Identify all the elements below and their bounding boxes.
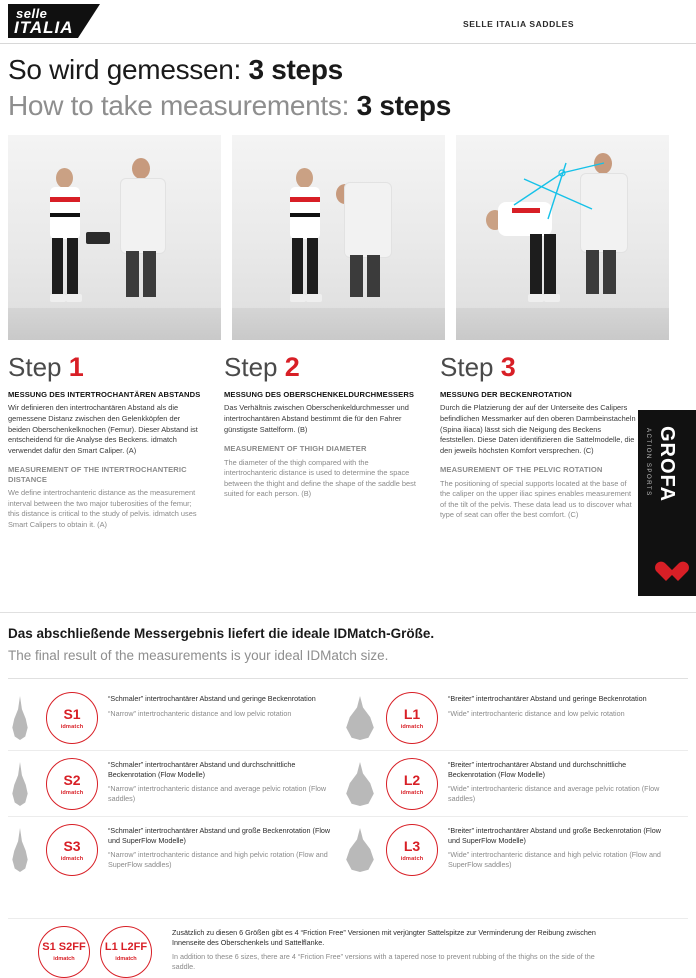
step-1-de-text: Wir definieren den intertrochantären Abstand als die gemessene Distanz zwischen den Gelenkköpfen der beiden Oberschenkelknochen (Femur). Dieser Abstand ist entscheidend für die Analyse des Beckens. idmatch verwendet dafür den Smart Caliper. (A): [8, 403, 198, 455]
lab-coat: [344, 182, 392, 258]
section-divider: [0, 612, 696, 613]
result-lead-german: Das abschließende Messergebnis liefert die ideale IDMatch-Größe.: [8, 626, 435, 641]
head-icon: [132, 158, 150, 179]
saddle-wide-icon: [345, 696, 375, 740]
step-2-heading: [224, 352, 300, 383]
pelvic-rotation-overlay-icon: [508, 157, 608, 227]
step-2-en-heading: MEASUREMENT OF THIGH DIAMETER: [224, 444, 367, 454]
size-badge-l1-l2ff[interactable]: [100, 926, 152, 978]
shoe: [528, 294, 544, 302]
torso: [290, 187, 320, 239]
title-english: [8, 90, 451, 122]
torso: [50, 187, 80, 239]
step-2-en-text: The diameter of the thigh compared with the intertrochanteric distance is used to determine the space between the thight and define the shape of the saddle best suited for each person. (B): [224, 457, 416, 499]
saddle-narrow-icon: [8, 828, 32, 872]
step-3-de-heading: MESSUNG DER BECKENROTATION: [440, 390, 572, 399]
step-1-text-column: [8, 390, 204, 539]
fitter-figure: [112, 158, 178, 318]
size-code: S1: [63, 705, 81, 722]
step-1-en-text: We define intertrochanteric distance as the measurement interval between the two major tuberosities of the femur; this distance is critical to the study of pelvis. idmatch uses Smart Calipers to obtain it. (A): [8, 488, 197, 529]
size-en-text: “Wide” intertrochanteric distance and high pelvic rotation (Flow and SuperFlow saddles): [448, 850, 661, 870]
size-badge-l2[interactable]: [386, 758, 438, 810]
shoe: [544, 294, 560, 302]
size-description-s1: [108, 694, 333, 718]
photo-strip: [8, 135, 688, 340]
grofa-heart-icon: [654, 562, 678, 584]
step-2-number: 2: [284, 352, 300, 382]
leg: [544, 234, 556, 294]
title-english-prefix: How to take measurements:: [8, 90, 357, 121]
leg: [603, 250, 616, 294]
step-3-de-text: Durch die Platzierung der auf der Unterseite des Calipers befindlichen Messmarker auf den oberen Darmbeinstacheln (Spina iliaca) lässt sich die Neigung des Beckens feststellen. Diese Daten identifizieren die Sattelmodelle, die den jeweils höchsten Komfort versprechen. (C): [440, 403, 636, 455]
leg: [143, 251, 156, 297]
step-3-label: Step: [440, 352, 501, 382]
cyclist-figure: [280, 168, 332, 318]
grofa-badge: [638, 410, 696, 596]
step-2-text-column: [224, 390, 420, 509]
sizes-table: [0, 684, 696, 882]
size-de-text: “Breiter” intertrochantärer Abstand und durchschnittliche Beckenrotation (Flow Modelle): [448, 760, 627, 779]
grofa-subtitle: ACTION SPORTS: [645, 428, 653, 497]
result-lead-english: The final result of the measurements is your ideal IDMatch size.: [8, 648, 389, 663]
size-badge-s1[interactable]: [46, 692, 98, 744]
friction-free-row: [0, 918, 696, 976]
idmatch-label: idmatch: [400, 789, 424, 796]
size-code: S2: [63, 771, 81, 788]
table-row: [0, 816, 696, 882]
jersey-stripe: [50, 213, 80, 217]
step-1-number: 1: [68, 352, 84, 382]
step-3-heading: [440, 352, 516, 383]
header-divider: [0, 43, 696, 44]
size-badge-s2[interactable]: [46, 758, 98, 810]
logo-swoosh-icon: [78, 4, 100, 38]
size-code: L3: [403, 837, 421, 854]
saddle-wide-icon: [345, 828, 375, 872]
photo-step-1: [8, 135, 221, 340]
leg: [126, 251, 139, 297]
size-de-text: “Breiter” intertrochantärer Abstand und geringe Beckenrotation: [448, 694, 647, 703]
step-2-label: Step: [224, 352, 285, 382]
size-badge-l3[interactable]: [386, 824, 438, 876]
photo-step-2: [232, 135, 445, 340]
size-en-text: “Narrow” intertrochanteric distance and high pelvic rotation (Flow and SuperFlow saddles): [108, 850, 328, 870]
photo-step-3: [456, 135, 669, 340]
friction-free-description: [172, 928, 612, 972]
selle-italia-logo: [8, 4, 100, 38]
leg: [530, 234, 542, 294]
idmatch-label: idmatch: [53, 956, 75, 962]
leg: [292, 238, 303, 294]
idmatch-label: idmatch: [400, 855, 424, 862]
size-description-s3: [108, 826, 333, 870]
row-divider: [8, 750, 688, 751]
title-german-prefix: So wird gemessen:: [8, 54, 249, 85]
logo-line-1: selle: [16, 6, 48, 21]
lab-coat: [120, 178, 166, 254]
step-1-en-heading: MEASUREMENT OF THE INTERTROCHANTERIC DISTANCE: [8, 465, 187, 484]
step-1-label: Step: [8, 352, 69, 382]
size-badge-l1[interactable]: [386, 692, 438, 744]
leg: [307, 238, 318, 294]
table-row: [0, 750, 696, 816]
size-de-text: “Schmaler” intertrochantärer Abstand und geringe Beckenrotation: [108, 694, 316, 703]
size-description-l2: [448, 760, 673, 804]
step-1-heading: [8, 352, 84, 383]
saddle-wide-icon: [345, 762, 375, 806]
grofa-name: GROFA: [656, 426, 679, 503]
jersey-stripe: [290, 213, 320, 217]
size-description-s2: [108, 760, 333, 804]
idmatch-label: idmatch: [60, 855, 84, 862]
size-code: S3: [63, 837, 81, 854]
idmatch-label: idmatch: [60, 723, 84, 730]
page-header: [0, 0, 696, 44]
step-3-en-text: The positioning of special supports located at the base of the caliper on the upper iliac spines enables measurement of the tilt of the pelvis. These data lead us to discover what type of seat can offer the best comfort. (C): [440, 478, 632, 520]
size-badge-s3[interactable]: [46, 824, 98, 876]
smart-caliper-device: [86, 232, 110, 244]
leg: [67, 238, 78, 294]
step-2-de-heading: MESSUNG DES OBERSCHENKELDURCHMESSERS: [224, 390, 415, 399]
step-1-de-heading: MESSUNG DES INTERTROCHANTÄREN ABSTANDS: [8, 390, 201, 399]
fitter-figure: [332, 158, 402, 318]
step-3-text-column: [440, 390, 636, 530]
leg: [586, 250, 599, 294]
size-en-text: “Narrow” intertrochanteric distance and low pelvic rotation: [108, 708, 292, 718]
size-en-text: “Narrow” intertrochanteric distance and average pelvic rotation (Flow saddles): [108, 784, 327, 804]
head-icon: [56, 168, 73, 188]
size-de-text: “Schmaler” intertrochantärer Abstand und große Beckenrotation (Flow und SuperFlow Modelle): [108, 826, 331, 845]
shoe: [66, 294, 82, 302]
friction-free-de-text: Zusätzlich zu diesen 6 Größen gibt es 4 “Friction Free” Versionen mit verjüngter Sattelspitze zur Verminderung der Reibung zwischen Innenseite des Oberschenkels und Sattelflanke.: [172, 928, 596, 947]
size-badge-s1-s2ff[interactable]: [38, 926, 90, 978]
friction-free-en-text: In addition to these 6 sizes, there are 4 “Friction Free” versions with a tapered nose to prevent rubbing of the thighs on the side of the saddle.: [172, 952, 595, 972]
table-row: [0, 684, 696, 750]
title-german-strong: 3 steps: [248, 54, 343, 85]
title-german: [8, 54, 343, 86]
idmatch-label: idmatch: [60, 789, 84, 796]
size-de-text: “Breiter” intertrochantärer Abstand und große Beckenrotation (Flow und SuperFlow Modelle): [448, 826, 661, 845]
idmatch-label: idmatch: [400, 723, 424, 730]
row-divider: [8, 816, 688, 817]
row-divider: [8, 918, 688, 919]
size-description-l1: [448, 694, 673, 718]
shoe: [290, 294, 306, 302]
leg: [52, 238, 63, 294]
saddle-narrow-icon: [8, 762, 32, 806]
leg: [367, 255, 380, 297]
shoe: [306, 294, 322, 302]
step-3-en-heading: MEASUREMENT OF THE PELVIC ROTATION: [440, 465, 603, 475]
header-brand-line: SELLE ITALIA SADDLES: [463, 19, 575, 29]
saddle-narrow-icon: [8, 696, 32, 740]
sizes-table-top-divider: [8, 678, 688, 679]
size-description-l3: [448, 826, 673, 870]
size-de-text: “Schmaler” intertrochantärer Abstand und durchschnittliche Beckenrotation (Flow Modelle): [108, 760, 296, 779]
size-code: S1 S2FF: [42, 941, 86, 953]
size-code: L1 L2FF: [104, 941, 148, 953]
size-en-text: “Wide” intertrochanteric distance and average pelvic rotation (Flow saddles): [448, 784, 660, 804]
head-icon: [296, 168, 313, 188]
shoe: [50, 294, 66, 302]
title-english-strong: 3 steps: [356, 90, 451, 121]
step-3-number: 3: [500, 352, 516, 382]
jersey-stripe: [50, 197, 80, 202]
leg: [350, 255, 363, 297]
idmatch-label: idmatch: [115, 956, 137, 962]
step-2-de-text: Das Verhältnis zwischen Oberschenkeldurchmesser und intertrochantären Abstand bestimmt die für den Fahrer günstigste Sattelform. (B): [224, 403, 409, 434]
size-en-text: “Wide” intertrochanteric distance and low pelvic rotation: [448, 708, 625, 718]
cyclist-figure: [40, 168, 92, 318]
size-code: L1: [403, 705, 421, 722]
jersey-stripe: [290, 197, 320, 202]
size-code: L2: [403, 771, 421, 788]
logo-line-2: ITALIA: [14, 18, 74, 37]
